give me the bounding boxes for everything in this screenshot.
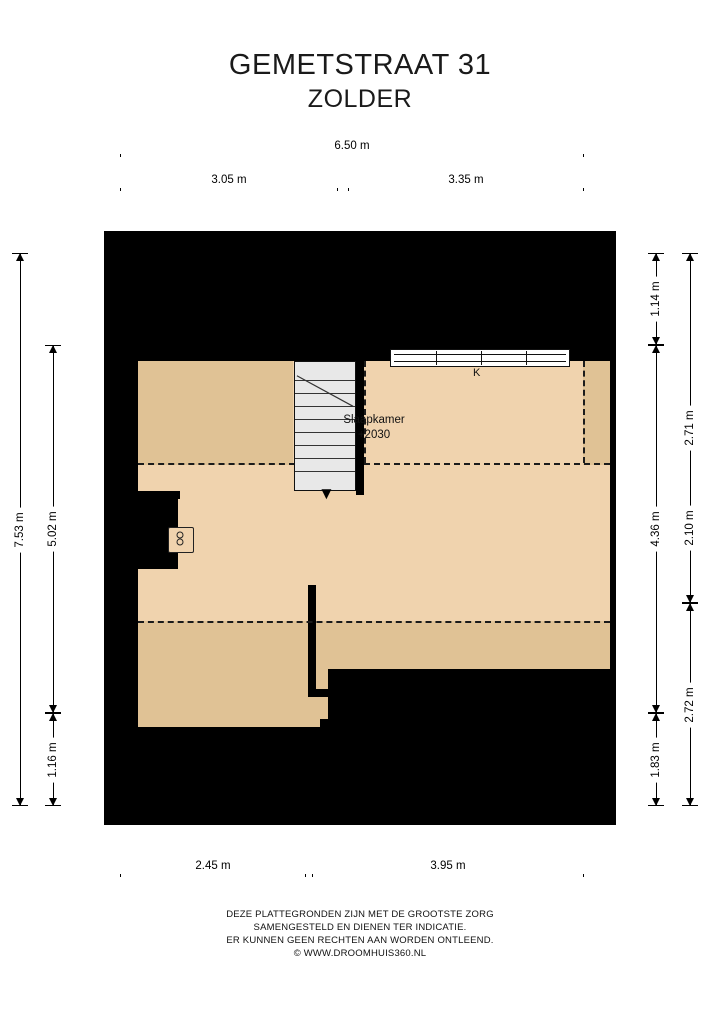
dimension-right-inner-bottom-label: 1.83 m <box>650 741 662 778</box>
copyright-line: © WWW.DROOMHUIS360.NL <box>293 948 427 959</box>
slope-line-top-right <box>364 463 610 465</box>
arrow-down-icon <box>49 798 57 806</box>
dimension-top-total <box>120 141 584 157</box>
dimension-left-outer <box>12 253 28 806</box>
dormer-window-glass <box>394 354 566 362</box>
arrow-up-icon <box>652 253 660 261</box>
dimension-top-left <box>120 175 338 191</box>
arrow-up-icon <box>16 253 24 261</box>
arrow-up-icon <box>652 713 660 721</box>
arrow-up-icon <box>686 253 694 261</box>
room-name-label <box>138 413 610 443</box>
arrow-up-icon <box>49 713 57 721</box>
room-level: +2030 <box>357 429 391 441</box>
slope-line-vertical-right <box>364 361 366 463</box>
dormer-window <box>390 349 570 367</box>
disclaimer-line-3: ER KUNNEN GEEN RECHTEN AAN WORDEN ONTLEEND. <box>226 935 494 946</box>
wall-stub-bottom-left <box>308 689 328 697</box>
title-block <box>0 48 720 114</box>
radiator-icon <box>168 527 194 553</box>
dimension-bottom-left <box>120 861 306 877</box>
dimension-right-outer-bottom <box>682 603 698 806</box>
dimension-bottom-left-label: 2.45 m <box>189 860 236 872</box>
arrow-up-icon <box>49 345 57 353</box>
dimension-right-inner-top-label: 1.14 m <box>650 281 662 317</box>
arrow-down-icon <box>652 337 660 345</box>
slope-line-bottom <box>138 621 610 623</box>
dimension-left-inner-label: 5.02 m <box>47 511 59 547</box>
dimension-left-inner <box>45 345 61 713</box>
arrow-down-icon <box>16 798 24 806</box>
page-subtitle: ZOLDER <box>307 85 413 113</box>
dimension-right-inner-mid <box>648 345 664 713</box>
arrow-down-icon <box>652 798 660 806</box>
arrow-up-icon <box>652 345 660 353</box>
page-title: GEMETSTRAAT 31 <box>228 49 492 81</box>
disclaimer <box>0 908 720 960</box>
slope-line-top-left <box>138 463 295 465</box>
dimension-bottom-right <box>312 861 584 877</box>
room-name: Slaapkamer <box>343 414 405 426</box>
arrow-down-icon <box>686 798 694 806</box>
knee-wall-bottom-left <box>138 621 328 727</box>
dimension-top-left-label: 3.05 m <box>205 174 252 186</box>
dimension-right-outer-bottom-label: 2.72 m <box>684 686 696 723</box>
stair-direction-arrow: ▼ <box>318 484 335 503</box>
dimension-right-mid2 <box>682 445 698 610</box>
radiator-glyph <box>169 528 191 550</box>
plan-walls <box>118 245 602 811</box>
arrow-down-icon <box>652 705 660 713</box>
disclaimer-line-1: DEZE PLATTEGRONDEN ZIJN MET DE GROOTSTE ZORG <box>226 909 494 920</box>
wall-stub-center <box>308 585 316 697</box>
dimension-right-inner-mid-label: 4.36 m <box>650 511 662 547</box>
disclaimer-line-2: SAMENGESTELD EN DIENEN TER INDICATIE. <box>253 922 467 933</box>
floor-plan <box>104 231 616 825</box>
dimension-left-inner-bottom-label: 1.16 m <box>47 741 59 778</box>
dimension-top-right-label: 3.35 m <box>442 174 489 186</box>
arrow-down-icon <box>49 705 57 713</box>
dimension-top-total-label: 6.50 m <box>328 140 375 152</box>
dimension-right-inner-bottom <box>648 713 664 806</box>
dimension-top-right <box>348 175 584 191</box>
wall-stub-closet-top <box>138 491 180 499</box>
slope-line-vertical-knee <box>583 361 585 463</box>
kitchen-marker-label: K <box>473 367 481 379</box>
wall-stub-bottom-ext <box>320 719 328 729</box>
dimension-right-inner-top <box>648 253 664 345</box>
dimension-bottom-right-label: 3.95 m <box>424 860 471 872</box>
dimension-left-outer-label: 7.53 m <box>14 511 26 548</box>
dimension-left-inner-bottom <box>45 713 61 806</box>
dimension-right-outer-top-label: 2.71 m <box>684 410 696 446</box>
dimension-right-mid2-label: 2.10 m <box>684 509 696 546</box>
